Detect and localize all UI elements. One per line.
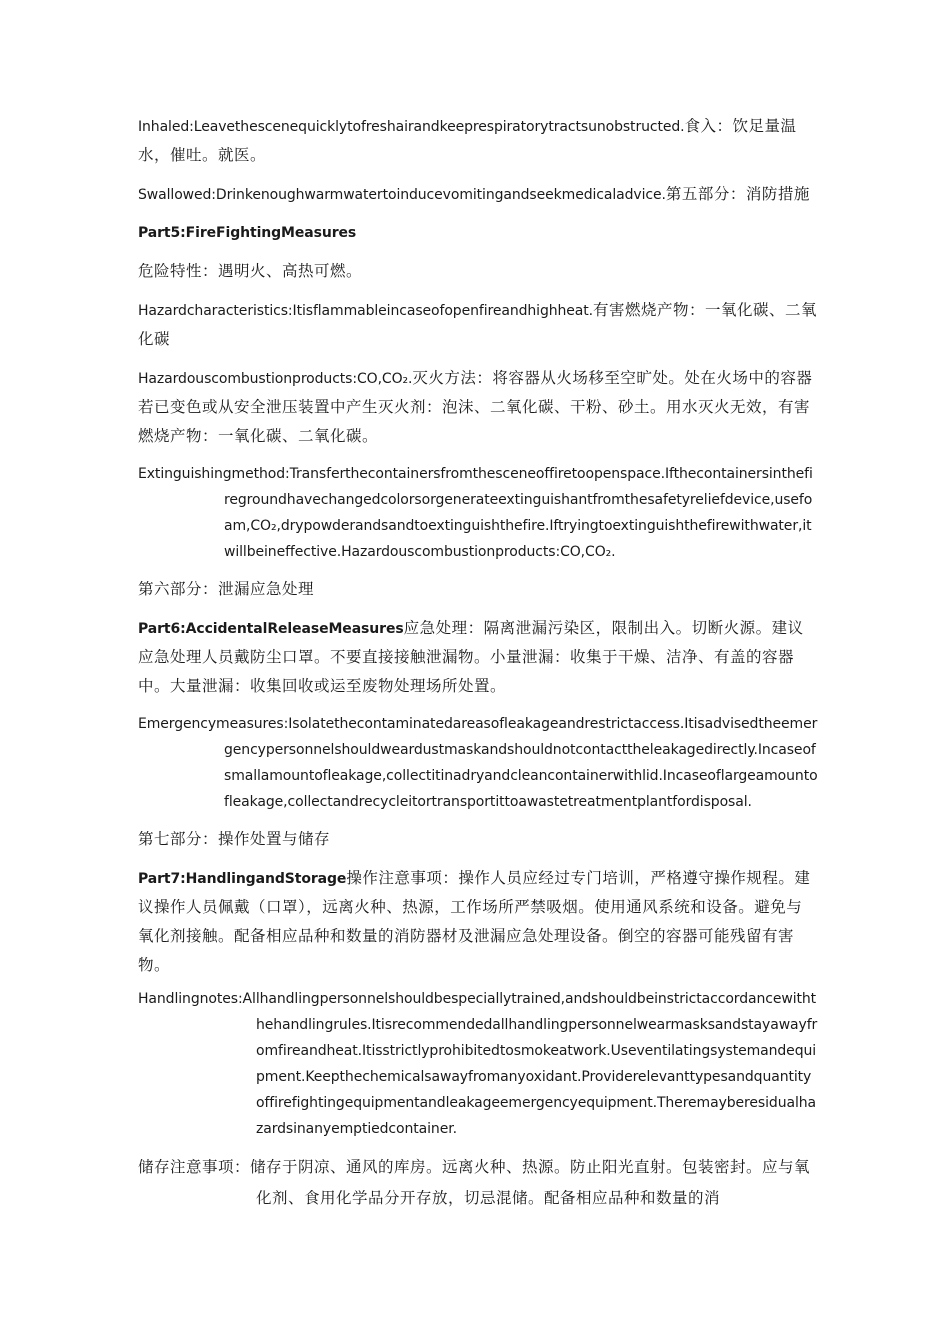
- text-run: 灭火方法：将容器从火场移至空旷处。处在火场中的容器若已变色或从安全泄压装置中产生灭火剂：泡沫、二氧化碳、干粉、砂土。用水灭火无效，有害燃烧产物：一氧化碳、二氧化碳。: [138, 369, 813, 445]
- text-run: 危险特性：遇明火、高热可燃。: [138, 262, 363, 280]
- text-run: 储存注意事项：储存于阴凉、通风的库房。远离火种、热源。防止阳光直射。包装密封。应与氧化剂、食用化学品分开存放，切忌混储。配备相应品种和数量的消: [138, 1158, 811, 1207]
- text-run: Hazardouscombustionproducts:CO,CO₂.: [138, 371, 413, 387]
- paragraph-part6-heading: [138, 614, 818, 701]
- text-run: 第五部分：消防措施: [665, 185, 810, 203]
- paragraph-storage-notes: [138, 1152, 818, 1214]
- text-run: Emergencymeasures:Isolatethecontaminatedareasofleakageandrestrictaccess.Itisadvisedtheemergencypersonnelshouldweardustmaskandshouldnotcontacttheleakagedirectly.Incaseofsmallamountofleakage,collectitinadryandcleancontainerwithlid.Incaseoflargeamountofleakage,collectandrecycleitortransportittoawastetreatmentplantfordisposal.: [138, 716, 818, 810]
- text-run: Hazardcharacteristics:Itisflammableincaseofopenfireandhighheat.: [138, 303, 594, 319]
- paragraph-emergency-measures: [138, 711, 818, 815]
- paragraph-part7-zh: [138, 825, 818, 854]
- paragraph-inhaled: [138, 112, 818, 170]
- text-run: Extinguishingmethod:Transferthecontainersfromthesceneoffiretoopenspace.Ifthecontainersinthefiregroundhavechangedcolorsorgenerateextinguishantfromthesafetyreliefdevice,usefoam,CO₂,drypowderandsandtoextinguishthefire.Iftryingtoextinguishthefirewithwater,itwillbeineffective.Hazardouscombustionproducts:CO,CO₂.: [138, 466, 813, 560]
- paragraph-extinguishing-method: [138, 461, 818, 565]
- text-run: 第七部分：操作处置与储存: [138, 830, 331, 848]
- paragraph-part7-heading: [138, 864, 818, 980]
- text-run: Part5:FireFightingMeasures: [138, 225, 357, 241]
- document-page: [138, 112, 818, 1224]
- paragraph-part6-zh: [138, 575, 818, 604]
- text-run: Part7:HandlingandStorage: [138, 871, 347, 887]
- text-run: Part6:AccidentalReleaseMeasures: [138, 621, 404, 637]
- paragraph-swallowed: [138, 180, 818, 209]
- paragraph-handling-notes: [138, 986, 818, 1142]
- text-run: Inhaled:Leavethescenequicklytofreshairandkeeprespiratorytractsunobstructed.: [138, 119, 685, 135]
- text-run: Handlingnotes:Allhandlingpersonnelshouldbespeciallytrained,andshouldbeinstrictaccordancewiththehandlingrules.Itisrecommendedallhandlingpersonnelwearmasksandstayawayfromfireandheat.Itisstrictlyprohibitedtosmokeatwork.Useventilatingsystemandequipment.Keepthechemicalsawayfromanyoxidant.Providerelevanttypesandquantityoffirefightingequipmentandleakageemergencyequipment.Theremayberesidualhazardsinanyemptiedcontainer.: [138, 991, 818, 1137]
- paragraph-hazard-en: [138, 296, 818, 354]
- paragraph-hazard-zh: [138, 257, 818, 286]
- text-run: 第六部分：泄漏应急处理: [138, 580, 315, 598]
- paragraph-part5-heading: [138, 219, 818, 247]
- text-run: 有害燃烧产物：一氧化碳、二氧化碳: [138, 301, 818, 348]
- text-run: 操作注意事项：操作人员应经过专门培训，严格遵守操作规程。建议操作人员佩戴（口罩），远离火种、热源，工作场所严禁吸烟。使用通风系统和设备。避免与氧化剂接触。配备相应品种和数量的消防器材及泄漏应急处理设备。倒空的容器可能残留有害物。: [138, 869, 811, 974]
- text-run: 应急处理：隔离泄漏污染区，限制出入。切断火源。建议应急处理人员戴防尘口罩。不要直接接触泄漏物。小量泄漏：收集于干燥、洁净、有盖的容器中。大量泄漏：收集回收或运至废物处理场所处置。: [138, 619, 804, 695]
- text-run: Swallowed:Drinkenoughwarmwatertoinducevomitingandseekmedicaladvice.: [138, 187, 666, 203]
- paragraph-combustion-products: [138, 364, 818, 451]
- text-run: 食入：饮足量温水，催吐。就医。: [138, 117, 797, 164]
